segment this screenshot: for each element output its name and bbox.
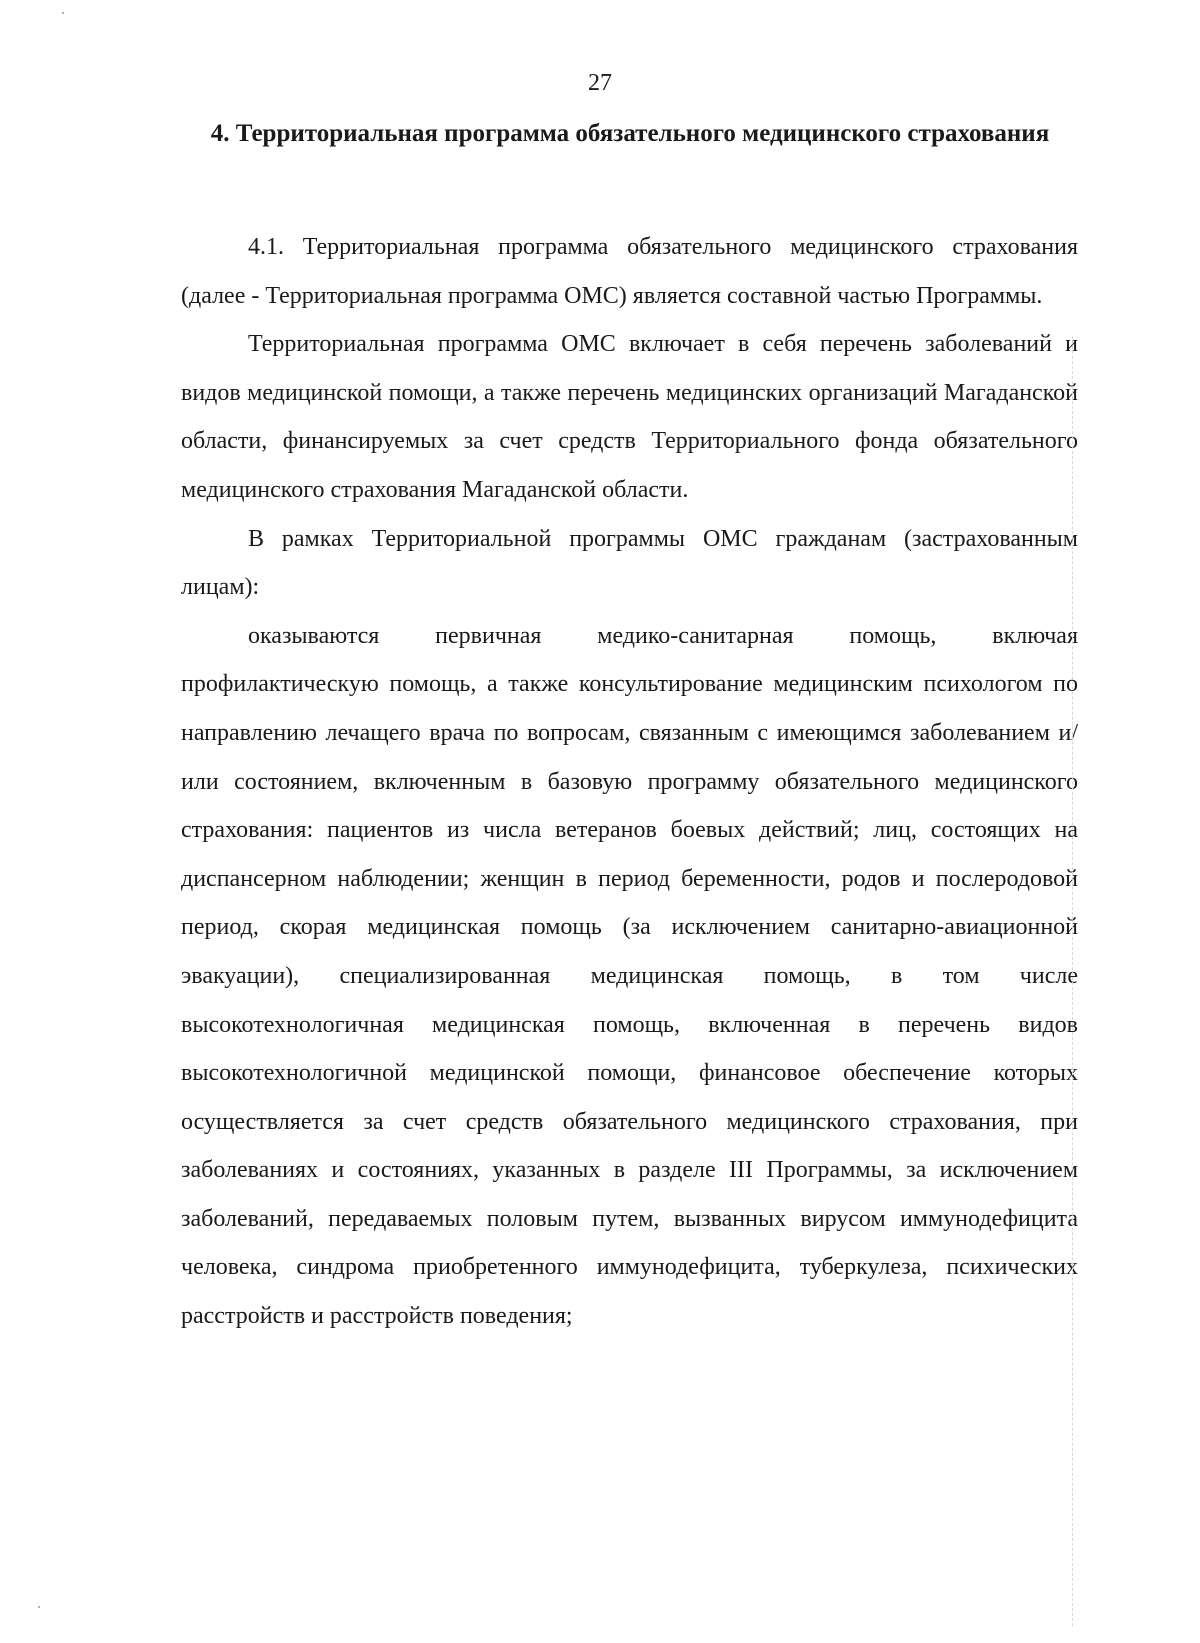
scan-speck [62,12,64,14]
paragraph-oms-citizens: В рамках Территориальной программы ОМС гражданам (застрахованным лицам): [181,525,1078,601]
scan-speck [38,1606,40,1608]
section-heading: 4. Территориальная программа обязательного медицинского страхования [210,120,1050,147]
document-body [181,223,1078,1341]
paragraph-care-types: оказываются первичная медико-санитарная помощь, включая профилактическую помощь, а также консультирование медицинским психологом по направлению лечащего врача по вопросам, связанным с имеющимся заболеванием и/или состоянием, включенным в базовую программу обязательного медицинского страхования: пациентов из числа ветеранов боевых действий; лиц, состоящих на диспансерном наблюдении; женщин в период беременности, родов и послеродовой период, скорая медицинская помощь (за исключением санитарно-авиационной эвакуации), специализированная медицинская помощь, в том числе высокотехнологичная медицинская помощь, включенная в перечень видов высокотехнологичной медицинской помощи, финансовое обеспечение которых осуществляется за счет средств обязательного медицинского страхования, при заболеваниях и состояниях, указанных в разделе III Программы, за исключением заболеваний, передаваемых половым путем, вызванных вирусом иммунодефицита человека, синдрома приобретенного иммунодефицита, туберкулеза, психических расстройств и расстройств поведения; [181,622,1078,1330]
scan-artifact-line [1072,336,1073,1626]
paragraph-4-1: 4.1. Территориальная программа обязательного медицинского страхования (далее - Территориальная программа ОМС) является составной частью Программы. [181,234,1078,309]
paragraph-oms-scope: Территориальная программа ОМС включает в себя перечень заболеваний и видов медицинской помощи, а также перечень медицинских организаций Магаданской области, финансируемых за счет средств Территориального фонда обязательного медицинского страхования Магаданской области. [181,331,1078,503]
page-number: 27 [588,70,612,96]
